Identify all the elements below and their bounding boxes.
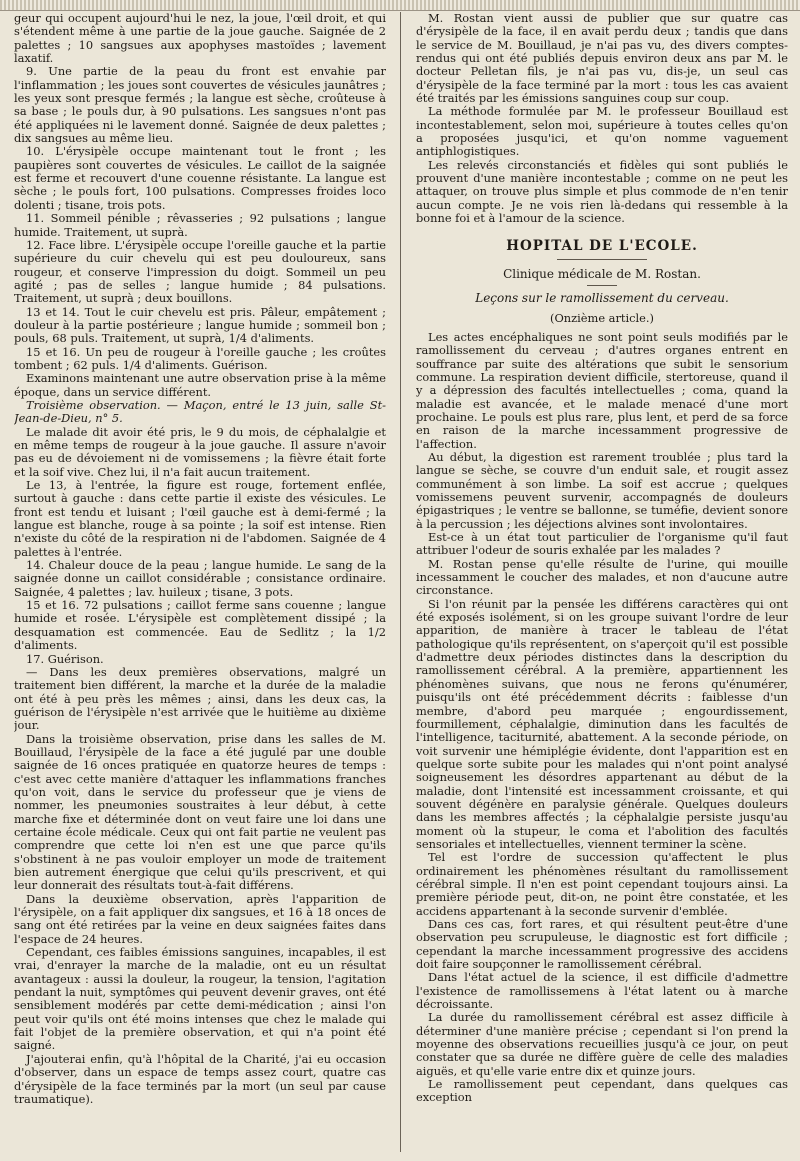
paragraph: Les actes encéphaliques ne sont point seuls modifiés par le ramollissement du cerveau ; d'autres organes entrent en souffrance par suite des altérations que subit le sensorium commune. La respiration devient difficile, stertoreuse, quand il y a dépression des facultés intellectuelles ; coma, quand la maladie est avancée, et le malade menacé d'une mort prochaine. Le pouls est plus rare, plus lent, et perd de sa force en raison de la marche incessamment progressive de l'affection. <box>416 329 788 451</box>
article-number: (Onzième article.) <box>550 310 654 325</box>
section-title: HOPITAL DE L'ECOLE. <box>506 237 698 254</box>
paragraph: La méthode formulée par M. le professeur Bouillaud est incontestablement, selon moi, supérieure à toutes celles qu'on a proposées jusqu'ici, et qu'on nomme vaguement antiphlogistiques. <box>416 104 788 159</box>
lecture-title: Leçons sur le ramollissement du cerveau. <box>475 291 729 306</box>
right-column <box>416 12 788 1152</box>
separator <box>587 285 617 286</box>
paragraph: M. Rostan pense qu'elle résulte de l'urine, qui mouille incessamment le coucher des malades, et non d'aucune autre circonstance. <box>416 556 788 598</box>
paragraph: 11. Sommeil pénible ; rêvasseries ; 92 pulsations ; langue humide. Traitement, ut suprà. <box>14 211 386 239</box>
paragraph: Si l'on réunit par la pensée les différens caractères qui ont été exposés isolément, si on les groupe suivant l'ordre de leur apparition, de manière à tracer le tableau de l'état pathologique qu'ils représentent, on s'aperçoit qu'il est possible d'admettre deux périodes distinctes dans la description du ramollissement cérébral. A la première, appartiennent les phénomènes suivans, que nous ne ferons qu'énumérer, puisqu'ils ont été précédemment décrits : faiblesse d'un membre, d'abord peu marquée ; engourdissement, fourmillement, céphalalgie, diminution dans les facultés de l'intelligence, taciturnité, abattement. A la seconde période, on voit survenir une hémiplégie évidente, dont l'apparition est en quelque sorte subite pour les malades qui n'ont point analysé soigneusement les désordres appartenant au début de la maladie, dont l'intensité est incessamment croissante, et qui souvent dégénère en paralysie générale. Quelques douleurs dans les membres affectés ; la céphalalgie persiste jusqu'au moment où la stupeur, le coma et l'abolition des facultés sensoriales et intellectuelles, viennent terminer la scène. <box>416 596 788 851</box>
paragraph: 15 et 16. 72 pulsations ; caillot ferme sans couenne ; langue humide et rosée. L'érysipèle est complètement dissipé ; la desquamation est commencée. Eau de Sedlitz ; la 1/2 d'aliments. <box>14 598 386 653</box>
paragraph: Les relevés circonstanciés et fidèles qui sont publiés le prouvent d'une manière incontestable ; comme on ne peut les attaquer, on trouve plus simple et plus commode de n'en tenir aucun compte. Je ne vois rien là-dedans qui ressemble à la bonne foi et à l'amour de la science. <box>416 157 788 226</box>
paragraph: — Dans les deux premières observations, malgré un traitement bien différent, la marche et la durée de la maladie ont été à peu près les mêmes ; ainsi, dans les deux cas, la guérison de l'érysipèle n'est arrivée que le huitième au dixième jour. <box>14 664 386 733</box>
paragraph: geur qui occupent aujourd'hui le nez, la joue, l'œil droit, et qui s'étendent même à une partie de la joue gauche. Saignée de 2 palettes ; 10 sangsues aux apophyses mastoïdes ; lavement laxatif. <box>14 12 386 66</box>
column-divider <box>400 12 401 1152</box>
observation-heading: Troisième observation. — Maçon, entré le 13 juin, salle St-Jean-de-Dieu, n° 5. <box>14 397 386 426</box>
paragraph: Cependant, ces faibles émissions sanguines, incapables, il est vrai, d'enrayer la marche de la maladie, ont eu un résultat avantageux : aussi la douleur, la rougeur, la tension, l'agitation pendant la nuit, symptômes qui peuvent devenir graves, ont été sensiblement modérés par cette demi-médication ; ainsi l'on peut voir qu'ils ont été moins intenses que chez le malade qui fait l'objet de la première observation, et qui n'a point été saigné. <box>14 945 386 1053</box>
top-border <box>0 0 800 11</box>
clinic-subtitle: Clinique médicale de M. Rostan. <box>503 266 701 281</box>
paragraph: M. Rostan vient aussi de publier que sur quatre cas d'érysipèle de la face, il en avait perdu deux ; tandis que dans le service de M. Bouillaud, je n'ai pas vu, des divers comptes-rendus qui ont été publiés depuis environ deux ans par M. le docteur Pelletan fils, je n'ai pas vu, dis-je, un seul cas d'érysipèle de la face terminé par la mort : tous les cas avaient été traités par les émissions sanguines coup sur coup. <box>416 12 788 106</box>
paragraph: Dans ces cas, fort rares, et qui résultent peut-être d'une observation peu scrupuleuse, le diagnostic est fort difficile ; cependant la marche incessamment progressive des accidens doit faire soupçonner le ramollissement cérébral. <box>416 917 788 972</box>
paragraph: Examinons maintenant une autre observation prise à la même époque, dans un service différent. <box>14 371 386 399</box>
paragraph: Dans l'état actuel de la science, il est difficile d'admettre l'existence de ramollissemens à l'état latent ou à marche décroissante. <box>416 970 788 1012</box>
paragraph: Tel est l'ordre de succession qu'affectent le plus ordinairement les phénomènes résultant du ramollissement cérébral simple. Il n'en est point cependant toujours ainsi. La première période peut, dit-on, ne point être constatée, et les accidens appartenant à la seconde survenir d'emblée. <box>416 850 788 918</box>
paragraph: 17. Guérison. <box>26 651 104 666</box>
paragraph: Le malade dit avoir été pris, le 9 du mois, de céphalalgie et en même temps de rougeur à la joue gauche. Il assure n'avoir pas eu de dévoiement ni de vomissemens ; la fièvre était forte et la soif vive. Chez lui, il n'a fait aucun traitement. <box>14 424 386 479</box>
left-column <box>14 12 386 1152</box>
paragraph: La durée du ramollissement cérébral est assez difficile à déterminer d'une manière précise ; cependant si l'on prend la moyenne des observations recueillies jusqu'à ce jour, on peut constater que sa durée ne diffère guère de celle des maladies aiguës, et qu'elle varie entre dix et quinze jours. <box>416 1010 788 1078</box>
paragraph: 10. L'érysipèle occupe maintenant tout le front ; les paupières sont couvertes de vésicules. Le caillot de la saignée est ferme et recouvert d'une couenne résistante. La langue est sèche ; le pouls fort, 100 pulsations. Compresses froides loco dolenti ; tisane, trois pots. <box>14 144 386 212</box>
paragraph: Dans la deuxième observation, après l'apparition de l'érysipèle, on a fait appliquer dix sangsues, et 16 à 18 onces de sang ont été retirées par la veine en deux saignées faites dans l'espace de 24 heures. <box>14 891 386 946</box>
paragraph: Au début, la digestion est rarement troublée ; plus tard la langue se sèche, se couvre d'un enduit sale, et rougit assez communément à son limbe. La soif est accrue ; quelques vomissemens peuvent survenir, accompagnés de douleurs épigastriques ; le ventre se ballonne, se tuméfie, devient sonore à la percussion ; les déjections alvines sont involontaires. <box>416 449 788 531</box>
title-rule <box>557 259 647 260</box>
paragraph: Est-ce à un état tout particulier de l'organisme qu'il faut attribuer l'odeur de souris exhalée par les malades ? <box>416 530 788 558</box>
paragraph: 9. Une partie de la peau du front est envahie par l'inflammation ; les joues sont couvertes de vésicules jaunâtres ; les yeux sont presque fermés ; la langue est sèche, croûteuse à sa base ; le pouls dur, à 90 pulsations. Les sangsues n'ont pas été appliquées ni le lavement donné. Saignée de deux palettes ; dix sangsues au même lieu. <box>14 64 386 146</box>
paragraph: 14. Chaleur douce de la peau ; langue humide. Le sang de la saignée donne un caillot considérable ; consistance ordinaire. Saignée, 4 palettes ; lav. huileux ; tisane, 3 pots. <box>14 558 386 599</box>
paragraph: Le ramollissement peut cependant, dans quelques cas exception <box>416 1077 788 1105</box>
paragraph: Dans la troisième observation, prise dans les salles de M. Bouillaud, l'érysipèle de la face a été jugulé par une double saignée de 16 onces pratiquée en quatorze heures de temps : c'est avec cette manière d'attaquer les inflammations franches qu'on voit, dans le service du professeur que je viens de nommer, les pneumonies soustraites à leur début, à cette marche fixe et déterminée dont on veut faire une loi dans une certaine école médicale. Ceux qui ont fait partie ne veulent pas comprendre que cette loi n'en est une que parce qu'ils s'obstinent à ne pas vouloir employer un mode de traitement bien autrement énergique que celui qu'ils prescrivent, et qui leur donnerait des résultats tout-à-fait différens. <box>14 731 386 893</box>
paragraph: 12. Face libre. L'érysipèle occupe l'oreille gauche et la partie supérieure du cuir chevelu qui est peu douloureux, sans rougeur, et conserve l'impression du doigt. Sommeil un peu agité ; pas de selles ; langue humide ; 84 pulsations. Traitement, ut suprà ; deux bouillons. <box>14 237 386 306</box>
paragraph: J'ajouterai enfin, qu'à l'hôpital de la Charité, j'ai eu occasion d'observer, dans un espace de temps assez court, quatre cas d'érysipèle de la face terminés par la mort (un seul par cause traumatique). <box>14 1051 386 1106</box>
paragraph: 13 et 14. Tout le cuir chevelu est pris. Pâleur, empâtement ; douleur à la partie postérieure ; langue humide ; sommeil bon ; pouls, 68 puls. Traitement, ut suprà, 1/4 d'aliments. <box>14 304 386 346</box>
paragraph: Le 13, à l'entrée, la figure est rouge, fortement enflée, surtout à gauche : dans cette partie il existe des vésicules. Le front est tendu et luisant ; l'œil gauche est à demi-fermé ; la langue est blanche, rouge à sa pointe ; la soif est intense. Rien n'existe du côté de la respiration ni de l'abdomen. Saignée de 4 palettes à l'entrée. <box>14 478 386 559</box>
paragraph: 15 et 16. Un peu de rougeur à l'oreille gauche ; les croûtes tombent ; 62 puls. 1/4 d'aliments. Guérison. <box>14 344 386 372</box>
